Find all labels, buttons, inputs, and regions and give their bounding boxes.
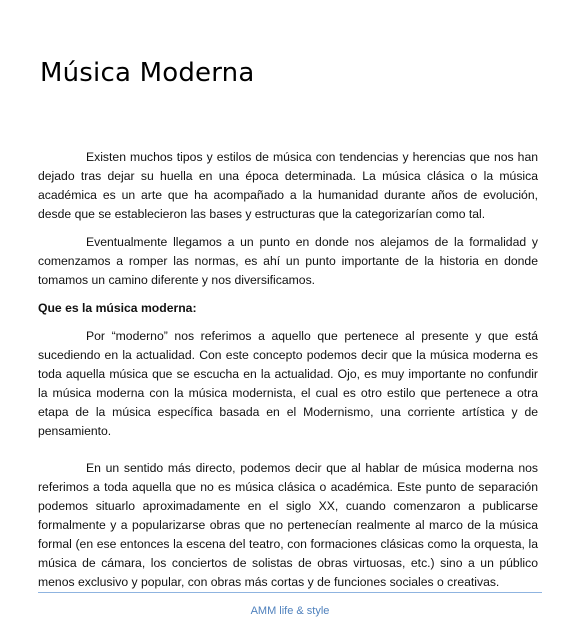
page-title: Música Moderna bbox=[40, 58, 255, 88]
section-paragraph-2: En un sentido más directo, podemos decir que al hablar de música moderna nos referimos a toda aquella que no es música clásica o académica. Este punto de separación podemos situarlo aproximadamente en el siglo XX, cuando comenzaron a publicarse formalmente y a popularizarse obras que no pertenecían realmente al marco de la música formal (en ese entonces la escena del teatro, con formaciones clásicas como la orquesta, la música de cámara, los conciertos de solistas de obras virtuosas, etc.) sino a un público menos exclusivo y popular, con obras más cortas y de funciones sociales o creativas. bbox=[38, 461, 538, 589]
document-body bbox=[38, 148, 538, 601]
footer-text: AMM life & style bbox=[250, 605, 330, 617]
footer-divider bbox=[38, 592, 542, 593]
intro-paragraph-2: Eventualmente llegamos a un punto en donde nos alejamos de la formalidad y comenzamos a romper las normas, es ahí un punto importante de la historia en donde tomamos un camino diferente y nos diversificamos. bbox=[38, 235, 538, 287]
intro-paragraph-1: Existen muchos tipos y estilos de música con tendencias y herencias que nos han dejado tras dejar su huella en una época determinada. La música clásica o la música académica es un arte que ha acompañado a la humanidad durante años de evolución, desde que se establecieron las bases y estructuras que la categorizarían como tal. bbox=[38, 150, 538, 221]
section-paragraph-1: Por “moderno” nos referimos a aquello que pertenece al presente y que está sucediendo en la actualidad. Con este concepto podemos decir que la música moderna es toda aquella música que se escucha en la actualidad. Ojo, es muy importante no confundir la música moderna con la música modernista, el cual es otro estilo que pertenece a otra etapa de la música específica basada en el Modernismo, una corriente artística y de pensamiento. bbox=[38, 329, 538, 438]
section-heading: Que es la música moderna: bbox=[38, 301, 197, 315]
